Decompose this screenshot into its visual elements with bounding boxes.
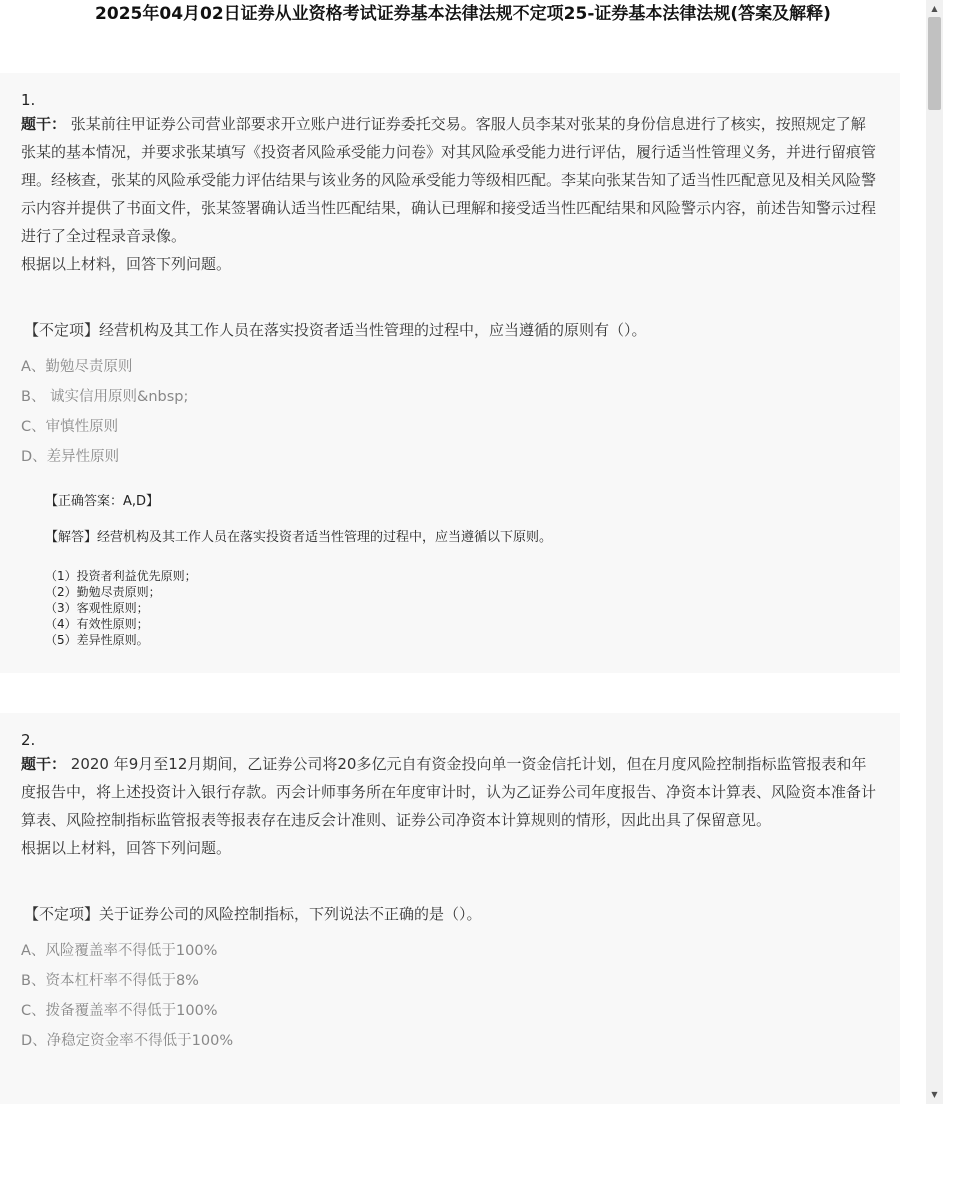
option-b[interactable]: B、资本杠杆率不得低于8% (21, 973, 199, 989)
correct-answer: 【正确答案：A,D】 (45, 494, 160, 509)
vertical-scrollbar[interactable] (926, 0, 943, 1104)
scrollbar-thumb[interactable] (928, 17, 941, 110)
page-title: 2025年04月02日证券从业资格考试证券基本法律法规不定项25-证券基本法律法规(答案及解释) (95, 4, 831, 24)
scroll-up-icon[interactable]: ▲ (931, 4, 938, 13)
question-text: 【不定项】经营机构及其工作人员在落实投资者适当性管理的过程中，应当遵循的原则有（）。 (24, 321, 647, 339)
answer-explanation: 【解答】经营机构及其工作人员在落实投资者适当性管理的过程中，应当遵循以下原则。 (45, 530, 553, 545)
option-d[interactable]: D、净稳定资金率不得低于100% (21, 1033, 234, 1049)
explanation-item: （1）投资者利益优先原则； (45, 569, 197, 583)
option-list (21, 936, 879, 1056)
stem-text: 2020 年9月至12月期间，乙证券公司将20多亿元自有资金投向单一资金信托计划，但在月度风险控制指标监管报表和年度报告中，将上述投资计入银行存款。丙会计师事务所在年度审计时，认为乙证券公司年度报告、净资本计算表、风险资本准备计算表、风险控制指标监管报表等报表存在违反会计准则、证券公司净资本计算规则的情形，因此出具了保留意见。 (21, 755, 877, 829)
explanation-item: （4）有效性原则； (45, 617, 149, 631)
question-card-2 (0, 713, 900, 1104)
stem-instruction: 根据以上材料，回答下列问题。 (21, 255, 232, 273)
option-c[interactable]: C、审慎性原则 (21, 419, 119, 435)
option-a[interactable]: A、勤勉尽责原则 (21, 359, 133, 375)
question-number: 1. (21, 91, 36, 109)
option-c[interactable]: C、拨备覆盖率不得低于100% (21, 1003, 218, 1019)
stem-instruction: 根据以上材料，回答下列问题。 (21, 839, 232, 857)
question-stem (21, 750, 879, 834)
question-text: 【不定项】关于证券公司的风险控制指标，下列说法不正确的是（）。 (24, 905, 482, 923)
option-list (21, 352, 879, 472)
question-number: 2. (21, 731, 36, 749)
option-b[interactable]: B、 诚实信用原则&nbsp; (21, 389, 189, 405)
answer-block (45, 492, 879, 648)
explanation-item: （2）勤勉尽责原则； (45, 585, 161, 599)
stem-text: 张某前往甲证券公司营业部要求开立账户进行证券委托交易。客服人员李某对张某的身份信息进行了核实，按照规定了解张某的基本情况，并要求张某填写《投资者风险承受能力问卷》对其风险承受能力进行评估，履行适当性管理义务，并进行留痕管理。经核查，张某的风险承受能力评估结果与该业务的风险承受能力等级相匹配。李某向张某告知了适当性匹配意见及相关风险警示内容并提供了书面文件，张某签署确认适当性匹配结果，确认已理解和接受适当性匹配结果和风险警示内容，前述告知警示过程进行了全过程录音录像。 (21, 115, 877, 245)
explanation-item: （5）差异性原则。 (45, 633, 149, 647)
question-stem (21, 110, 879, 250)
stem-label: 题干： (21, 755, 67, 773)
question-card-1 (0, 73, 900, 673)
explanation-item: （3）客观性原则； (45, 601, 149, 615)
explanation-list (45, 568, 879, 648)
scroll-down-icon[interactable]: ▼ (931, 1090, 938, 1099)
stem-label: 题干： (21, 115, 67, 133)
option-d[interactable]: D、差异性原则 (21, 449, 120, 465)
option-a[interactable]: A、风险覆盖率不得低于100% (21, 943, 218, 959)
